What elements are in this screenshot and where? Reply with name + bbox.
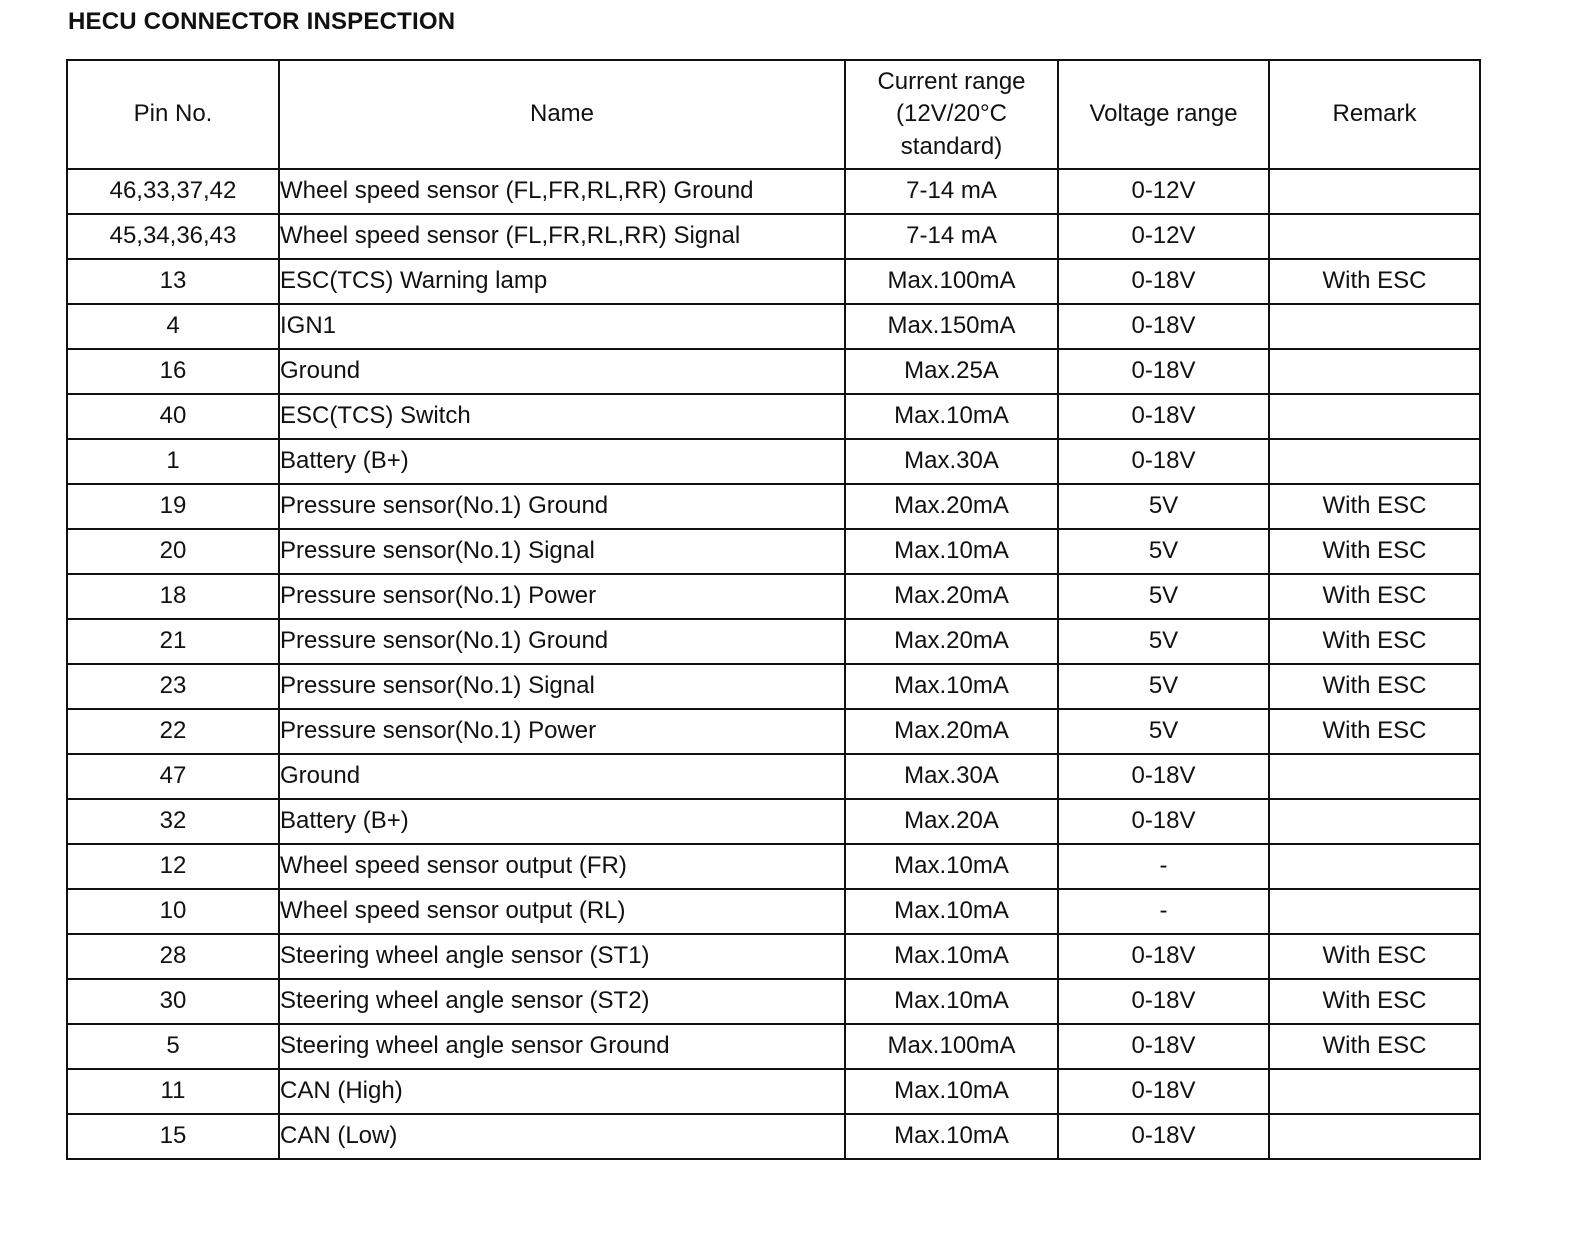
voltage-range-cell: 0-18V bbox=[1058, 259, 1269, 304]
remark-cell bbox=[1269, 439, 1480, 484]
pin-cell: 5 bbox=[67, 1024, 279, 1069]
voltage-range-cell: 0-18V bbox=[1058, 1069, 1269, 1114]
current-range-cell: Max.10mA bbox=[845, 1069, 1058, 1114]
table-row bbox=[67, 799, 1480, 844]
name-cell: CAN (High) bbox=[279, 1069, 845, 1114]
connector-inspection-table bbox=[66, 59, 1481, 1160]
pin-cell: 46,33,37,42 bbox=[67, 169, 279, 214]
table-row bbox=[67, 754, 1480, 799]
current-range-cell: Max.20mA bbox=[845, 709, 1058, 754]
name-cell: Wheel speed sensor output (RL) bbox=[279, 889, 845, 934]
table-row bbox=[67, 574, 1480, 619]
remark-cell bbox=[1269, 394, 1480, 439]
pin-cell: 22 bbox=[67, 709, 279, 754]
header-current-range bbox=[845, 60, 1058, 169]
pin-cell: 19 bbox=[67, 484, 279, 529]
name-cell: Pressure sensor(No.1) Power bbox=[279, 574, 845, 619]
name-cell: Wheel speed sensor (FL,FR,RL,RR) Ground bbox=[279, 169, 845, 214]
remark-cell bbox=[1269, 349, 1480, 394]
name-cell: Pressure sensor(No.1) Signal bbox=[279, 529, 845, 574]
remark-cell bbox=[1269, 889, 1480, 934]
remark-cell: With ESC bbox=[1269, 259, 1480, 304]
table-row bbox=[67, 349, 1480, 394]
pin-cell: 21 bbox=[67, 619, 279, 664]
table-row bbox=[67, 709, 1480, 754]
table-row bbox=[67, 169, 1480, 214]
voltage-range-cell: 0-18V bbox=[1058, 934, 1269, 979]
table-row bbox=[67, 1069, 1480, 1114]
current-range-cell: Max.20mA bbox=[845, 484, 1058, 529]
current-range-cell: Max.100mA bbox=[845, 259, 1058, 304]
table-row bbox=[67, 844, 1480, 889]
table-header bbox=[67, 60, 1480, 169]
pin-cell: 11 bbox=[67, 1069, 279, 1114]
table-row bbox=[67, 889, 1480, 934]
current-range-cell: Max.150mA bbox=[845, 304, 1058, 349]
remark-cell bbox=[1269, 844, 1480, 889]
pin-cell: 20 bbox=[67, 529, 279, 574]
name-cell: Wheel speed sensor (FL,FR,RL,RR) Signal bbox=[279, 214, 845, 259]
current-range-cell: Max.20A bbox=[845, 799, 1058, 844]
name-cell: Steering wheel angle sensor (ST2) bbox=[279, 979, 845, 1024]
pin-cell: 16 bbox=[67, 349, 279, 394]
header-pin: Pin No. bbox=[67, 60, 279, 169]
voltage-range-cell: 5V bbox=[1058, 484, 1269, 529]
table-row bbox=[67, 304, 1480, 349]
current-range-cell: Max.10mA bbox=[845, 889, 1058, 934]
remark-cell bbox=[1269, 169, 1480, 214]
table-body bbox=[67, 169, 1480, 1159]
header-name: Name bbox=[279, 60, 845, 169]
remark-cell: With ESC bbox=[1269, 664, 1480, 709]
pin-cell: 4 bbox=[67, 304, 279, 349]
voltage-range-cell: - bbox=[1058, 844, 1269, 889]
name-cell: Battery (B+) bbox=[279, 439, 845, 484]
pin-cell: 23 bbox=[67, 664, 279, 709]
pin-cell: 18 bbox=[67, 574, 279, 619]
current-range-cell: 7-14 mA bbox=[845, 169, 1058, 214]
voltage-range-cell: 0-12V bbox=[1058, 169, 1269, 214]
voltage-range-cell: 0-18V bbox=[1058, 979, 1269, 1024]
remark-cell bbox=[1269, 799, 1480, 844]
voltage-range-cell: 0-18V bbox=[1058, 1114, 1269, 1159]
header-current-line3: standard) bbox=[900, 132, 1003, 160]
table-row bbox=[67, 484, 1480, 529]
remark-cell bbox=[1269, 1114, 1480, 1159]
current-range-cell: Max.10mA bbox=[845, 979, 1058, 1024]
remark-cell bbox=[1269, 304, 1480, 349]
header-voltage-range: Voltage range bbox=[1058, 60, 1269, 169]
page-title: HECU CONNECTOR INSPECTION bbox=[68, 8, 456, 35]
remark-cell: With ESC bbox=[1269, 1024, 1480, 1069]
table-row bbox=[67, 214, 1480, 259]
table-row bbox=[67, 259, 1480, 304]
voltage-range-cell: 5V bbox=[1058, 664, 1269, 709]
voltage-range-cell: 0-18V bbox=[1058, 799, 1269, 844]
remark-cell: With ESC bbox=[1269, 619, 1480, 664]
pin-cell: 12 bbox=[67, 844, 279, 889]
table-row bbox=[67, 934, 1480, 979]
pin-cell: 30 bbox=[67, 979, 279, 1024]
current-range-cell: 7-14 mA bbox=[845, 214, 1058, 259]
voltage-range-cell: 0-12V bbox=[1058, 214, 1269, 259]
voltage-range-cell: 0-18V bbox=[1058, 1024, 1269, 1069]
name-cell: Pressure sensor(No.1) Ground bbox=[279, 484, 845, 529]
pin-cell: 13 bbox=[67, 259, 279, 304]
name-cell: ESC(TCS) Switch bbox=[279, 394, 845, 439]
voltage-range-cell: 0-18V bbox=[1058, 349, 1269, 394]
current-range-cell: Max.10mA bbox=[845, 1114, 1058, 1159]
voltage-range-cell: 5V bbox=[1058, 574, 1269, 619]
name-cell: Ground bbox=[279, 349, 845, 394]
name-cell: Pressure sensor(No.1) Power bbox=[279, 709, 845, 754]
remark-cell bbox=[1269, 1069, 1480, 1114]
current-range-cell: Max.10mA bbox=[845, 664, 1058, 709]
header-current-line1: Current range bbox=[877, 67, 1026, 95]
pin-cell: 10 bbox=[67, 889, 279, 934]
header-remark: Remark bbox=[1269, 60, 1480, 169]
remark-cell: With ESC bbox=[1269, 484, 1480, 529]
name-cell: Battery (B+) bbox=[279, 799, 845, 844]
voltage-range-cell: 0-18V bbox=[1058, 439, 1269, 484]
remark-cell bbox=[1269, 214, 1480, 259]
name-cell: Pressure sensor(No.1) Signal bbox=[279, 664, 845, 709]
name-cell: Wheel speed sensor output (FR) bbox=[279, 844, 845, 889]
pin-cell: 47 bbox=[67, 754, 279, 799]
pin-cell: 28 bbox=[67, 934, 279, 979]
table-row bbox=[67, 1024, 1480, 1069]
voltage-range-cell: 5V bbox=[1058, 529, 1269, 574]
current-range-cell: Max.100mA bbox=[845, 1024, 1058, 1069]
remark-cell: With ESC bbox=[1269, 709, 1480, 754]
header-row bbox=[67, 60, 1480, 169]
name-cell: CAN (Low) bbox=[279, 1114, 845, 1159]
current-range-cell: Max.10mA bbox=[845, 394, 1058, 439]
pin-cell: 32 bbox=[67, 799, 279, 844]
pin-cell: 45,34,36,43 bbox=[67, 214, 279, 259]
current-range-cell: Max.30A bbox=[845, 754, 1058, 799]
current-range-cell: Max.20mA bbox=[845, 574, 1058, 619]
table-row bbox=[67, 1114, 1480, 1159]
pin-cell: 15 bbox=[67, 1114, 279, 1159]
voltage-range-cell: 5V bbox=[1058, 619, 1269, 664]
name-cell: Ground bbox=[279, 754, 845, 799]
table-row bbox=[67, 979, 1480, 1024]
current-range-cell: Max.25A bbox=[845, 349, 1058, 394]
voltage-range-cell: 5V bbox=[1058, 709, 1269, 754]
remark-cell: With ESC bbox=[1269, 529, 1480, 574]
remark-cell: With ESC bbox=[1269, 979, 1480, 1024]
pin-cell: 40 bbox=[67, 394, 279, 439]
voltage-range-cell: 0-18V bbox=[1058, 394, 1269, 439]
voltage-range-cell: - bbox=[1058, 889, 1269, 934]
header-current-line2: (12V/20°C bbox=[896, 100, 1007, 128]
table-row bbox=[67, 619, 1480, 664]
current-range-cell: Max.10mA bbox=[845, 844, 1058, 889]
name-cell: Pressure sensor(No.1) Ground bbox=[279, 619, 845, 664]
name-cell: Steering wheel angle sensor Ground bbox=[279, 1024, 845, 1069]
voltage-range-cell: 0-18V bbox=[1058, 754, 1269, 799]
voltage-range-cell: 0-18V bbox=[1058, 304, 1269, 349]
table-row bbox=[67, 529, 1480, 574]
remark-cell bbox=[1269, 754, 1480, 799]
table-row bbox=[67, 394, 1480, 439]
remark-cell: With ESC bbox=[1269, 574, 1480, 619]
remark-cell: With ESC bbox=[1269, 934, 1480, 979]
current-range-cell: Max.10mA bbox=[845, 529, 1058, 574]
pin-cell: 1 bbox=[67, 439, 279, 484]
name-cell: ESC(TCS) Warning lamp bbox=[279, 259, 845, 304]
current-range-cell: Max.10mA bbox=[845, 934, 1058, 979]
current-range-cell: Max.20mA bbox=[845, 619, 1058, 664]
current-range-cell: Max.30A bbox=[845, 439, 1058, 484]
table-row bbox=[67, 439, 1480, 484]
name-cell: IGN1 bbox=[279, 304, 845, 349]
name-cell: Steering wheel angle sensor (ST1) bbox=[279, 934, 845, 979]
table-row bbox=[67, 664, 1480, 709]
